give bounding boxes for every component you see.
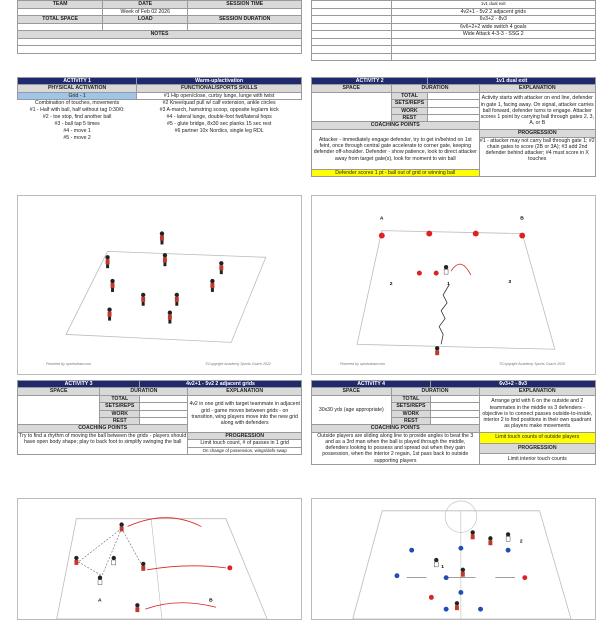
progression-text: On change of possession, wings/defs swap [188,447,302,454]
progression-text: Limit interior touch counts [479,454,595,465]
space-value[interactable] [18,395,100,425]
activity-3-panel [17,380,302,498]
coaching-points-text: Try to find a rhythm of moving the ball between the grids - players should have open body shape; play to back foot to simplify swinging the ball [18,432,188,454]
rest-value[interactable] [140,418,188,425]
rest-label: REST [391,418,431,425]
footer-copyright: ©Copyright Academy Sports Coach 2022 [205,362,271,366]
movement-arrow [145,603,216,609]
field-drawing [18,499,301,619]
activity-4-panel [311,380,596,498]
session-time-label: SESSION TIME [188,1,302,9]
explanation-text: Arrange grid with 6 on the outside and 2 teammates in the middle vs 3 defenders - objective is to connect passes outside-to-inside, interior 2 to find positions in their own quadrant as players make movements [479,395,595,432]
list-item: 1v1 dual exit [391,1,595,9]
activity-1-name: Warm-up/activation [137,78,302,85]
field-drawing [18,196,301,374]
movement-arrow [147,566,226,570]
coaching-points-label: COACHING POINTS [312,122,480,129]
activity-2-panel [311,77,596,195]
footer-credit: Powered by sportsdraw.com [340,362,386,366]
total-value[interactable] [140,395,188,402]
list-item: 6v6+2+2 wide switch 4 goals [391,23,595,31]
total-space-label: TOTAL SPACE [18,16,103,24]
activity-3-name: 4v2+1 - 5v2 2 adjacent grids [140,381,302,388]
activation-line: #5 - move 2 [63,135,91,142]
coaching-points-text: Outside players are sliding along line to provide angles to beat the 3 and as a 3rd man when the ball is played through the middle, defenders looking to possess and spread out when they gain possession, when the interior 2 regain, 1st pass back to outside supporting players [312,432,480,464]
list-item [312,1,392,9]
total-value[interactable] [428,92,479,99]
skill-line: #3 A-march, hamstring scoop, opposite leg/arm kick [159,107,279,114]
activity-1-title: ACTIVITY 1 [18,78,137,85]
activation-line: #4 - move 1 [63,128,91,135]
movement-arrow [451,264,471,275]
list-item [391,46,595,54]
activity-2-title: ACTIVITY 2 [312,78,428,85]
total-label: TOTAL [391,395,431,402]
date-label: DATE [103,1,188,9]
gate-label: B [520,216,524,222]
work-label: WORK [391,410,431,417]
coaching-points-label: COACHING POINTS [312,425,480,432]
activity-3-title: ACTIVITY 3 [18,381,140,388]
list-item [312,31,392,39]
activity-2-diagram [311,195,596,375]
explanation-label: EXPLANATION [479,388,595,395]
session-duration-label: SESSION DURATION [188,16,302,24]
activation-line: #1 - Half with ball, half without tag 0:30/0: [29,107,125,114]
gate-label: 3 [508,280,512,286]
list-item [391,38,595,46]
notes-label: NOTES [18,31,302,39]
total-label: TOTAL [391,92,428,99]
player-number: 1 [441,564,444,570]
gate-label: A [379,216,384,222]
total-value[interactable] [431,395,479,402]
progression-text: #1 - attacker may not carry ball through gate 1; #2 chain gates to score (2B or 3A); #3 add 2nd defender behind attacker; #4 must score in X touches [479,137,595,163]
progression-label: PROGRESSION [479,443,595,454]
rest-label: REST [100,418,140,425]
activation-line: #3 - ball tap 5 times [54,121,100,128]
functional-skills-label: FUNCTIONAL/SPORTS SKILLS [137,85,302,92]
coaching-points-text: Attacker - immediately engage defender, try to get in/behind on 1st feint, once through central gate accelerate to corner gate, keeping defender off-shoulder. Defender - show patience, look to direct attacker away from target gate(s), look for moment to win ball [312,129,480,169]
pass-lines [78,529,142,576]
list-item [312,46,392,54]
explanation-label: EXPLANATION [188,388,302,395]
total-space-value[interactable] [18,23,103,31]
list-item: 6v3+2 - 8v3 [391,16,595,24]
sets-label: SETS/REPS [100,403,140,410]
gate-label: 2 [389,282,393,287]
activity-4-title: ACTIVITY 4 [312,381,431,388]
explanation-highlight: Limit touch counts of outside players [479,432,595,443]
grid-label: B [209,598,213,604]
activity-4-diagram [311,498,596,620]
work-label: WORK [391,107,428,114]
space-value[interactable]: 30x30 yds (age appropriate) [312,395,392,425]
skill-line: #4 - lateral lunge, double-foot fwd/lateral hops [166,114,272,121]
list-item [312,53,392,61]
duration-label: DURATION [100,388,188,395]
progression-label: PROGRESSION [188,432,302,439]
skill-line: #5 - glute bridge, 8x30 sec planks 15 sec rest [166,121,272,128]
sets-label: SETS/REPS [391,403,431,410]
progression-label: PROGRESSION [480,130,595,138]
player-icons [74,522,145,612]
activity-4-name: 6v3+2 - 8v3 [431,381,596,388]
skill-line: #1 Hip open/close, curtsy lunge, lunge with twist [137,92,302,99]
grid-label: Grid - 1 [18,92,137,99]
gate-cones [379,231,525,276]
rest-value[interactable] [431,418,479,425]
activity-1-panel [17,77,302,195]
explanation-text: Activity starts with attacker on end line, defender in gate 1, facing away. On signal, attacker carries ball forward, defender turns to engage. Attacker scores 1 point by carrying ball through gates 2, 3, A, or B [479,92,595,129]
duration-label: DURATION [391,388,479,395]
session-time-value[interactable] [188,8,302,16]
load-label: LOAD [103,16,188,24]
player-icon [444,265,448,274]
activity-2-name: 1v1 dual exit [428,78,596,85]
load-value[interactable] [103,23,188,31]
duration-label: DURATION [391,85,479,92]
explanation-label: EXPLANATION [479,85,595,92]
footer-credit: Powered by sportsdraw.com [46,362,92,366]
space-label: SPACE [18,388,100,395]
rest-label: REST [391,115,428,122]
cone-icon [227,565,232,570]
footer-copyright: ©Copyright Academy Sports Coach 2020 [499,362,565,366]
player-icons [434,530,510,610]
list-item [312,8,392,16]
list-item [312,23,392,31]
session-activity-list [311,0,596,68]
total-label: TOTAL [100,395,140,402]
session-duration-value[interactable] [188,23,302,31]
activation-line: Combination of touches, movements [35,100,120,107]
grid-label: A [98,598,102,604]
player-number: 2 [519,539,523,545]
player-icon [435,346,439,355]
dribble-path [439,285,449,344]
blue-cones [394,546,510,612]
team-label: TEAM [18,1,103,9]
list-item [312,38,392,46]
work-value[interactable] [140,410,188,417]
notes-field[interactable] [18,46,302,54]
list-item [312,16,392,24]
list-item [391,53,595,61]
field-drawing [312,196,595,374]
rest-value[interactable] [428,115,479,122]
work-value[interactable] [431,410,479,417]
sets-value[interactable] [428,100,479,107]
list-item: 4v2+1 - 5v2 2 adjacent grids [391,8,595,16]
coaching-points-label: COACHING POINTS [18,425,188,432]
explanation-text: 4v2 in one grid with target teammate in adjacent grid - game moves between grids - on transition, wing players move into the new grid along with defenders [188,395,302,432]
red-cones [429,575,527,600]
gate-label: 1 [447,282,450,287]
activity-1-diagram [17,195,302,375]
work-value[interactable] [428,107,479,114]
skill-line: #2 Knee/quad pull w/ calf extension, ankle circles [162,100,276,107]
space-label: SPACE [312,388,392,395]
sets-value[interactable] [431,403,479,410]
notes-field[interactable] [18,38,302,46]
space-label: SPACE [312,85,392,92]
date-value[interactable]: Week of Feb 02 2026 [103,8,188,16]
physical-activation-label: PHYSICAL ACTIVATION [18,85,137,92]
session-info-panel [17,0,302,68]
work-label: WORK [100,410,140,417]
space-value[interactable] [312,92,392,122]
sets-value[interactable] [140,403,188,410]
activation-line: #2 - toe stop, find another ball [42,114,112,121]
list-item: Wide Attack 4-3-3 - SSG 2 [391,31,595,39]
activity-3-diagram [17,498,302,620]
progression-text: Limit touch count, # of passes in 1 grid [188,440,302,447]
team-value[interactable] [18,8,103,16]
skill-line: #6 partner 10x Nordics, single leg RDL [174,128,264,135]
coaching-highlight: Defender scores 1 pt - ball out of grid or winning ball [312,169,480,176]
field-drawing [312,499,595,619]
sets-label: SETS/REPS [391,100,428,107]
player-icons [105,231,223,323]
